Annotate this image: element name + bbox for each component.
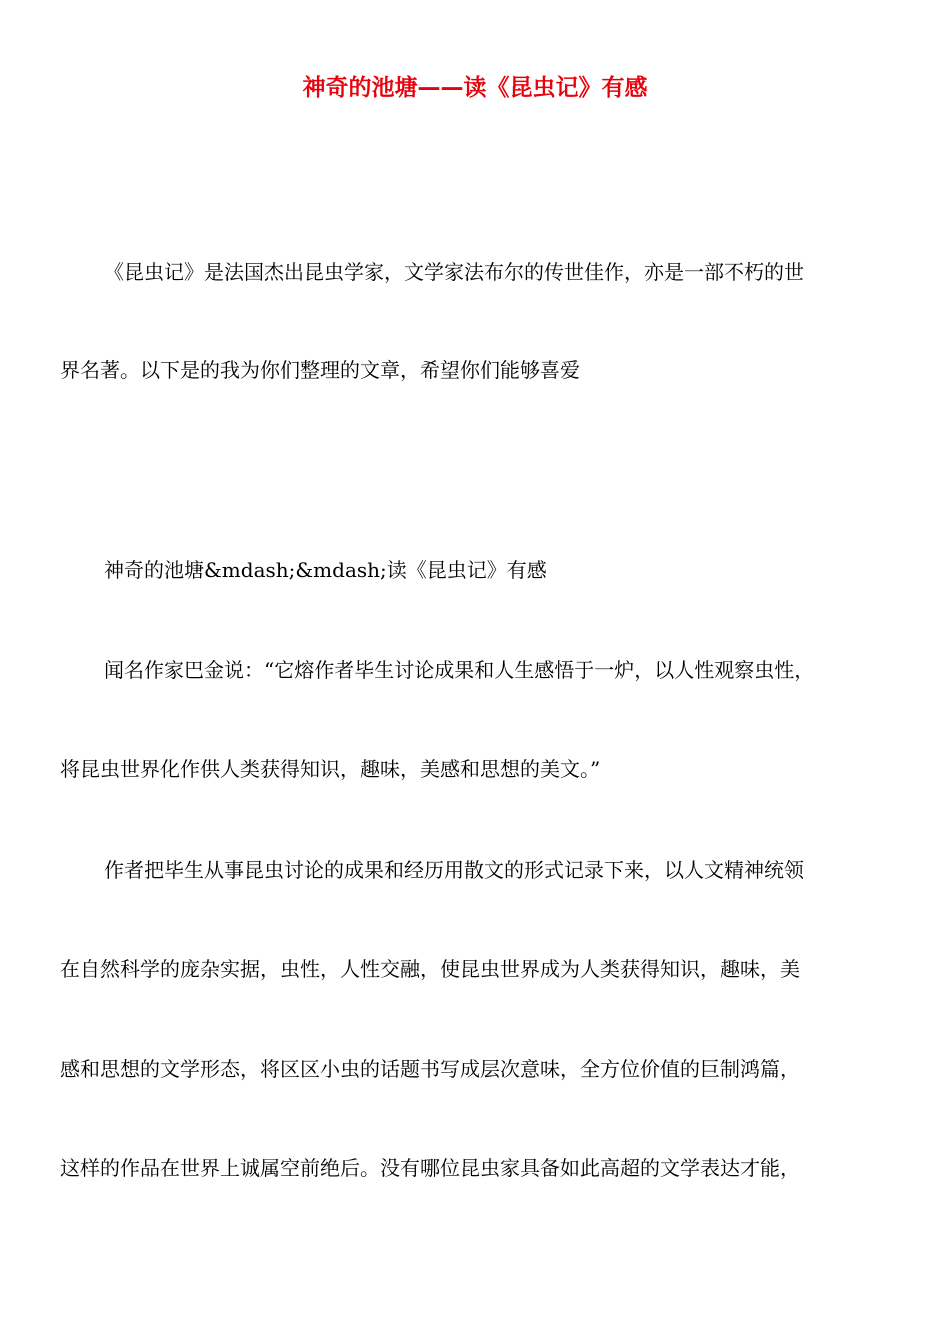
paragraph-line: 将昆虫世界化作供人类获得知识，趣味，美感和思想的美文。”	[60, 757, 601, 781]
document-title: 神奇的池塘——读《昆虫记》有感	[302, 75, 648, 101]
paragraph-line: 作者把毕生从事昆虫讨论的成果和经历用散文的形式记录下来，以人文精神统领	[104, 858, 804, 882]
paragraph-line: 感和思想的文学形态，将区区小虫的话题书写成层次意味，全方位价值的巨制鸿篇，	[60, 1057, 800, 1081]
paragraph-line: 《昆虫记》是法国杰出昆虫学家，文学家法布尔的传世佳作，亦是一部不朽的世	[104, 260, 804, 284]
section-heading: 神奇的池塘&mdash;&mdash;读《昆虫记》有感	[104, 558, 547, 582]
paragraph-line: 界名著。以下是的我为你们整理的文章，希望你们能够喜爱	[60, 358, 580, 382]
paragraph-line: 闻名作家巴金说：“它熔作者毕生讨论成果和人生感悟于一炉，以人性观察虫性，	[104, 658, 815, 682]
paragraph-line: 这样的作品在世界上诚属空前绝后。没有哪位昆虫家具备如此高超的文学表达才能，	[60, 1156, 800, 1180]
paragraph-line: 在自然科学的庞杂实据，虫性，人性交融，使昆虫世界成为人类获得知识，趣味，美	[60, 957, 800, 981]
